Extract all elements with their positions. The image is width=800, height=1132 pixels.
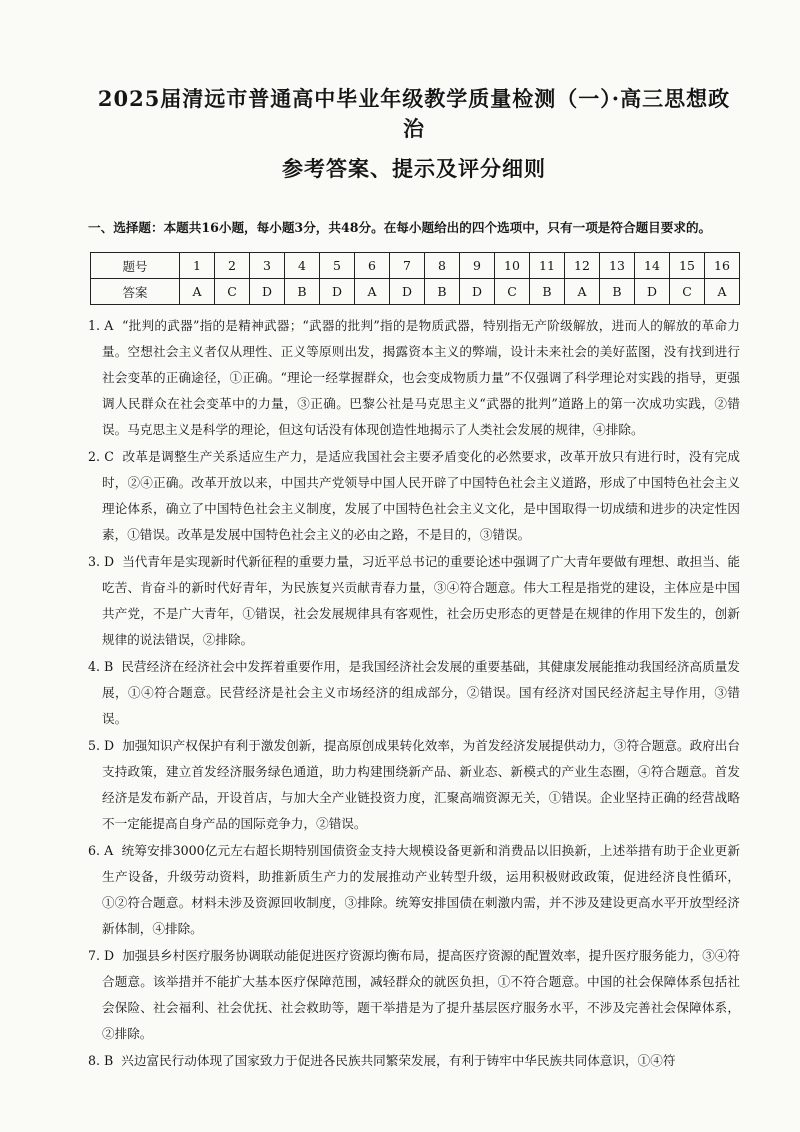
- explanation-number: 8. B: [88, 1053, 114, 1068]
- answer-cell: C: [495, 279, 530, 305]
- explanation-item: [88, 1048, 740, 1074]
- answer-cell: B: [285, 279, 320, 305]
- question-number: 13: [600, 253, 635, 279]
- question-number: 1: [180, 253, 215, 279]
- answer-table: [90, 252, 740, 305]
- explanation-item: [88, 654, 740, 732]
- explanation-text: 统筹安排3000亿元左右超长期特别国债资金支持大规模设备更新和消费品以旧换新，上述举措有助于企业更新生产设备，升级劳动资料，助推新质生产力的发展推动产业转型升级，运用积极财政政策，促进经济良性循环，①②符合题意。材料未涉及资源回收制度，③排除。统筹安排国债在刺激内需，并不涉及建设更高水平开放型经济新体制，④排除。: [102, 843, 740, 936]
- explanation-number: 4. B: [88, 659, 114, 674]
- answer-cell: A: [705, 279, 740, 305]
- question-number: 16: [705, 253, 740, 279]
- question-number: 4: [285, 253, 320, 279]
- explanation-number: 5. D: [88, 738, 115, 753]
- answer-cell: D: [250, 279, 285, 305]
- explanation-number: 7. D: [88, 948, 115, 963]
- question-number: 9: [460, 253, 495, 279]
- answer-table-header: 答案: [91, 279, 180, 305]
- answer-cell: A: [565, 279, 600, 305]
- explanation-text: 改革是调整生产关系适应生产力，是适应我国社会主要矛盾变化的必然要求，改革开放只有进行时，没有完成时，②④正确。改革开放以来，中国共产党领导中国人民开辟了中国特色社会主义道路，形成了中国特色社会主义理论体系，确立了中国特色社会主义制度，发展了中国特色社会主义文化，是中国取得一切成绩和进步的决定性因素，①错误。改革是发展中国特色社会主义的必由之路，不是目的，③错误。: [102, 449, 740, 542]
- explanation-item: [88, 838, 740, 942]
- answer-cell: B: [425, 279, 460, 305]
- answer-cell: C: [670, 279, 705, 305]
- question-number: 2: [215, 253, 250, 279]
- answer-table-number-row: [91, 253, 740, 279]
- explanation-number: 2. C: [88, 449, 114, 464]
- explanation-text: 兴边富民行动体现了国家致力于促进各民族共同繁荣发展，有利于铸牢中华民族共同体意识，①④符: [121, 1053, 676, 1068]
- page-title: 2025届清远市普通高中毕业年级教学质量检测（一）·高三思想政治: [97, 86, 731, 141]
- explanation-text: 加强知识产权保护有利于激发创新，提高原创成果转化效率，为首发经济发展提供动力，③符合题意。政府出台支持政策，建立首发经济服务绿色通道，助力构建围绕新产品、新业态、新模式的产业生态圈，④符合题意。首发经济是发布新产品，开设首店，与加大全产业链投资力度，汇聚高端资源无关，①错误。企业坚持正确的经营战略不一定能提高自身产品的国际竞争力，②错误。: [102, 738, 741, 831]
- question-number: 5: [320, 253, 355, 279]
- answer-cell: D: [635, 279, 670, 305]
- question-number: 15: [670, 253, 705, 279]
- explanation-item: [88, 549, 740, 653]
- question-number: 11: [530, 253, 565, 279]
- answer-cell: D: [320, 279, 355, 305]
- explanation-item: [88, 943, 740, 1047]
- explanation-text: “批判的武器”指的是精神武器；“武器的批判”指的是物质武器，特别指无产阶级解放，进而人的解放的革命力量。空想社会主义者仅从理性、正义等原则出发，揭露资本主义的弊端，设计未来社会的美好蓝图，没有找到进行社会变革的正确途径，①正确。“理论一经掌握群众，也会变成物质力量”不仅强调了科学理论对实践的指导，更强调人民群众在社会变革中的力量，③正确。巴黎公社是马克思主义“武器的批判”道路上的第一次成功实践，②错误。马克思主义是科学的理论，但这句话没有体现创造性地揭示了人类社会发展的规律，④排除。: [102, 318, 740, 437]
- question-number: 14: [635, 253, 670, 279]
- answer-cell: C: [215, 279, 250, 305]
- explanation-item: [88, 313, 740, 443]
- page-subtitle: 参考答案、提示及评分细则: [282, 156, 546, 181]
- explanation-number: 6. A: [88, 843, 114, 858]
- question-number: 6: [355, 253, 390, 279]
- explanation-number: 1. A: [88, 318, 114, 333]
- question-number: 10: [495, 253, 530, 279]
- question-number: 3: [250, 253, 285, 279]
- answer-cell: B: [600, 279, 635, 305]
- explanation-text: 加强县乡村医疗服务协调联动能促进医疗资源均衡布局，提高医疗资源的配置效率，提升医疗服务能力，③④符合题意。该举措并不能扩大基本医疗保障范围，减轻群众的就医负担，①不符合题意。中国的社会保障体系包括社会保险、社会福利、社会优抚、社会救助等，题干举措是为了提升基层医疗服务水平，不涉及完善社会保障体系，②排除。: [102, 948, 741, 1041]
- question-number: 7: [390, 253, 425, 279]
- explanation-item: [88, 733, 740, 837]
- explanation-number: 3. D: [88, 554, 115, 569]
- answer-cell: A: [180, 279, 215, 305]
- explanation-text: 当代青年是实现新时代新征程的重要力量，习近平总书记的重要论述中强调了广大青年要做有理想、敢担当、能吃苦、肯奋斗的新时代好青年，为民族复兴贡献青春力量，③④符合题意。伟大工程是指党的建设，主体应是中国共产党，不是广大青年，①错误，社会发展规律具有客观性，社会历史形态的更替是在规律的作用下发生的，创新规律的说法错误，②排除。: [102, 554, 741, 647]
- answer-table-header: 题号: [91, 253, 180, 279]
- answer-table-answer-row: [91, 279, 740, 305]
- answer-cell: D: [460, 279, 495, 305]
- section-heading: 一、选择题：本题共16小题，每小题3分，共48分。在每小题给出的四个选项中，只有一项是符合题目要求的。: [88, 220, 712, 235]
- question-number: 8: [425, 253, 460, 279]
- explanation-item: [88, 444, 740, 548]
- answer-cell: A: [355, 279, 390, 305]
- explanation-text: 民营经济在经济社会中发挥着重要作用，是我国经济社会发展的重要基础，其健康发展能推动我国经济高质量发展，①④符合题意。民营经济是社会主义市场经济的组成部分，②错误。国有经济对国民经济起主导作用，③错误。: [102, 659, 740, 726]
- answer-cell: B: [530, 279, 565, 305]
- question-number: 12: [565, 253, 600, 279]
- answer-cell: D: [390, 279, 425, 305]
